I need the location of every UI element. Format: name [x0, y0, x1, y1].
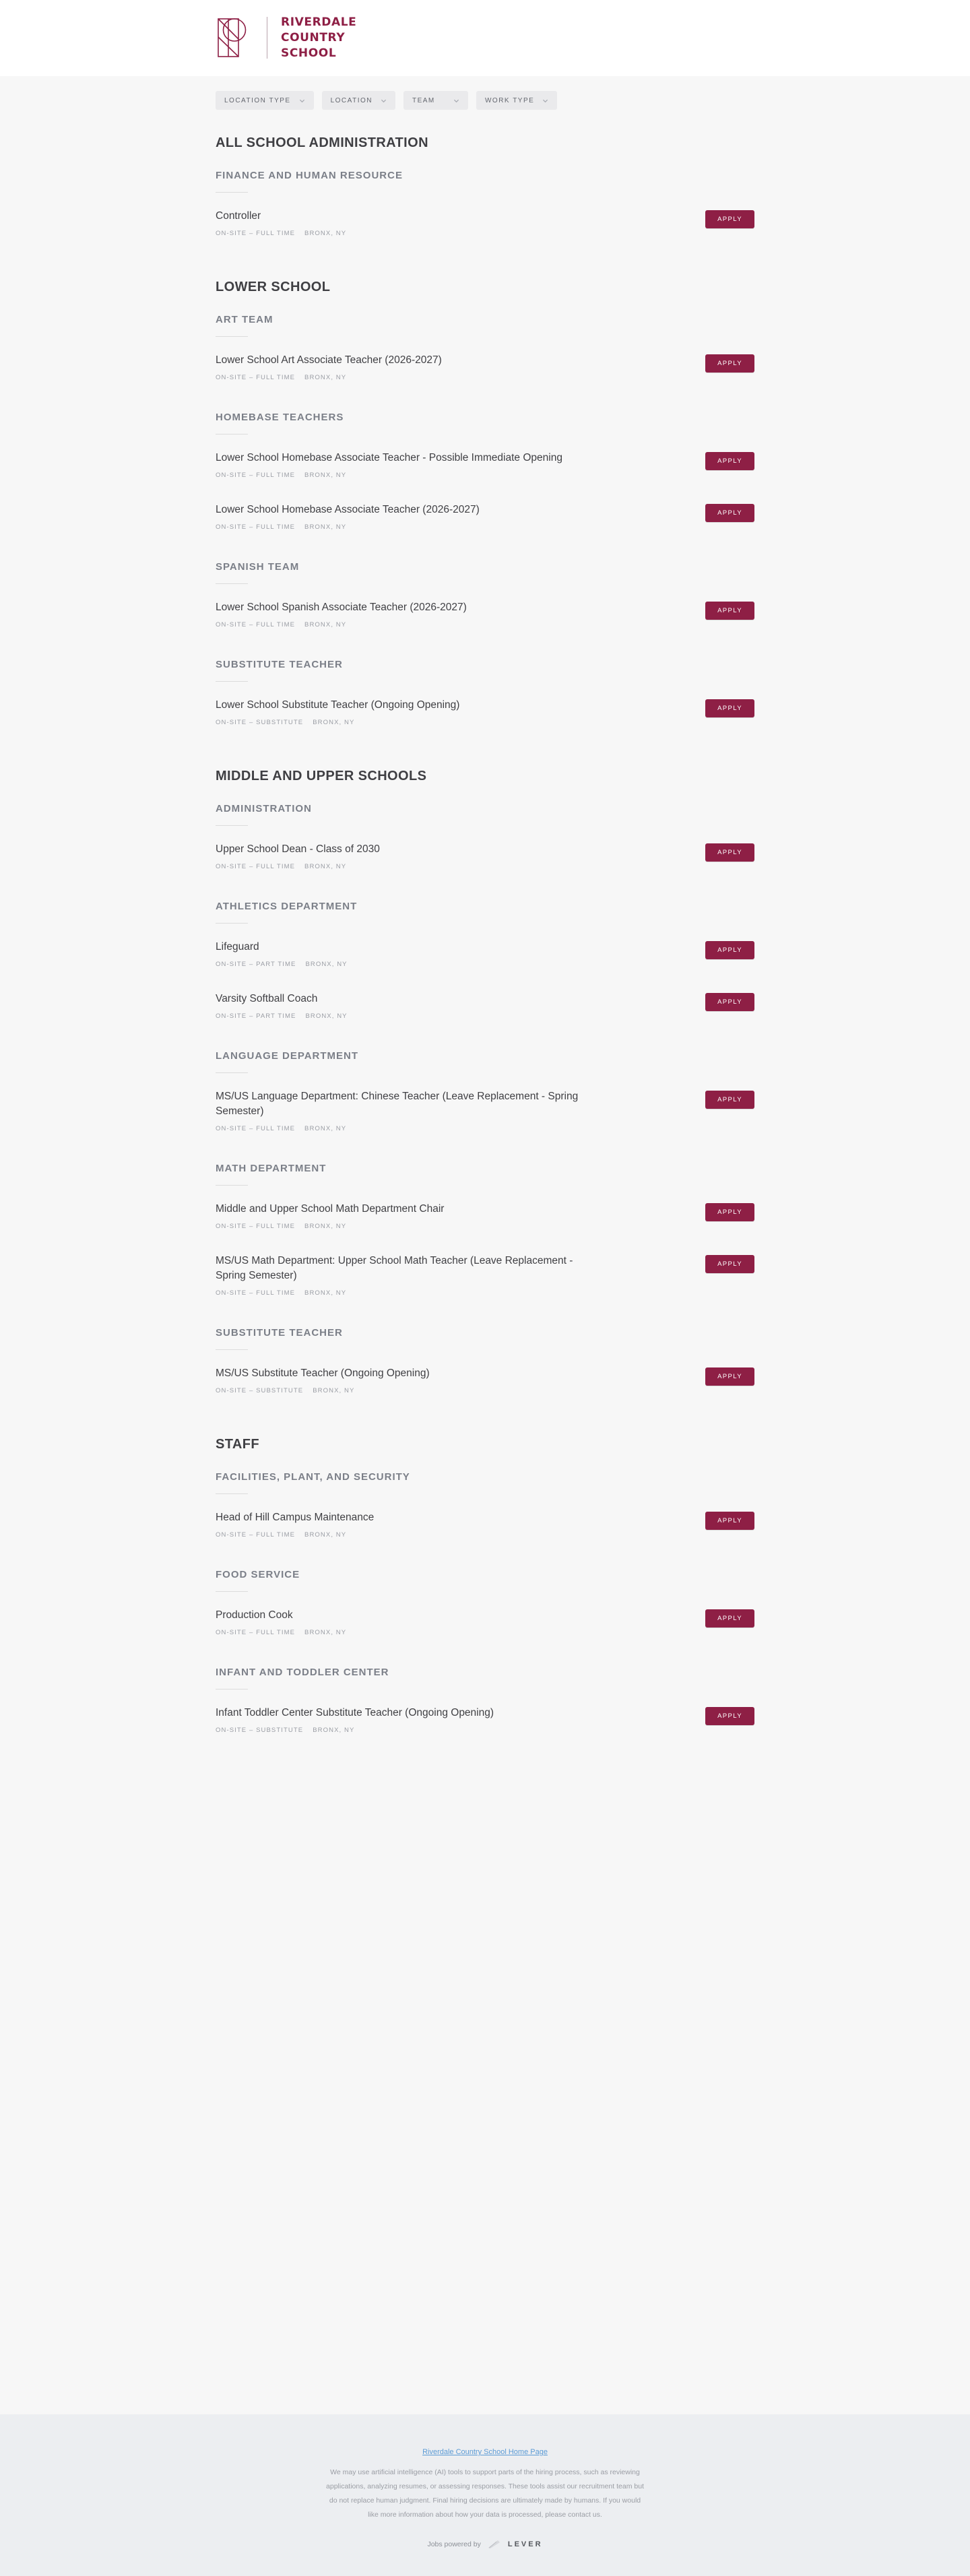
posting-commitment: ON-SITE – PART TIME — [216, 1012, 296, 1020]
team-title: SUBSTITUTE TEACHER — [216, 1327, 343, 1339]
posting-commitment: ON-SITE – FULL TIME — [216, 374, 296, 381]
posting-row[interactable] — [216, 439, 754, 490]
apply-button[interactable]: APPLY — [705, 354, 754, 373]
posting-commitment: ON-SITE – FULL TIME — [216, 1629, 296, 1636]
posting-row[interactable] — [216, 1498, 754, 1550]
posting-commitment: ON-SITE – FULL TIME — [216, 863, 296, 870]
posting-location: BRONX, NY — [304, 1629, 347, 1636]
chevron-down-icon — [453, 98, 459, 104]
posting-row[interactable] — [216, 341, 754, 393]
team-title: ADMINISTRATION — [216, 803, 312, 814]
apply-button[interactable]: APPLY — [705, 210, 754, 228]
posting-location: BRONX, NY — [304, 1125, 347, 1132]
filter-label: TEAM — [412, 96, 435, 104]
posting-location: BRONX, NY — [304, 230, 347, 237]
team-divider — [216, 1072, 248, 1073]
apply-button[interactable]: APPLY — [705, 843, 754, 862]
posting-row[interactable] — [216, 979, 754, 1031]
posting-commitment: ON-SITE – FULL TIME — [216, 472, 296, 479]
team-title: FINANCE AND HUMAN RESOURCE — [216, 170, 403, 181]
posting-info — [216, 1608, 346, 1636]
apply-button[interactable]: APPLY — [705, 1609, 754, 1628]
posting-commitment: ON-SITE – FULL TIME — [216, 1289, 296, 1297]
posting-title[interactable]: Lower School Spanish Associate Teacher (2026-2027) — [216, 602, 467, 613]
posting-info — [216, 842, 380, 870]
brand-logo-link[interactable] — [216, 15, 356, 61]
chevron-down-icon — [542, 98, 548, 104]
posting-info — [216, 1254, 593, 1297]
team-divider — [216, 681, 248, 682]
riverdale-monogram-icon — [216, 17, 253, 59]
posting-location: BRONX, NY — [304, 1223, 347, 1230]
posting-location: BRONX, NY — [305, 1012, 348, 1020]
apply-button[interactable]: APPLY — [705, 1512, 754, 1530]
powered-by-label: Jobs powered by — [427, 2540, 481, 2548]
posting-title[interactable]: Lower School Homebase Associate Teacher - Possible Immediate Opening — [216, 452, 562, 463]
team-title: FOOD SERVICE — [216, 1569, 300, 1580]
posting-meta — [216, 230, 346, 237]
posting-title[interactable]: MS/US Math Department: Upper School Math Teacher (Leave Replacement - Spring Semester) — [216, 1255, 573, 1281]
posting-location: BRONX, NY — [304, 621, 347, 629]
posting-row[interactable] — [216, 197, 754, 249]
posting-title[interactable]: Lower School Substitute Teacher (Ongoing Opening) — [216, 699, 460, 711]
brand-line-1: RIVERDALE — [281, 15, 357, 29]
posting-commitment: ON-SITE – SUBSTITUTE — [216, 719, 304, 726]
filter-work-type[interactable] — [476, 91, 557, 110]
apply-button[interactable]: APPLY — [705, 504, 754, 522]
chevron-down-icon — [299, 98, 305, 104]
posting-info — [216, 1706, 494, 1734]
site-footer — [0, 2414, 970, 2576]
team-title: HOMEBASE TEACHERS — [216, 412, 344, 423]
posting-meta — [216, 961, 348, 968]
team-title: INFANT AND TODDLER CENTER — [216, 1667, 389, 1678]
posting-row[interactable] — [216, 686, 754, 738]
posting-row[interactable] — [216, 1077, 754, 1144]
apply-button[interactable]: APPLY — [705, 941, 754, 959]
posting-location: BRONX, NY — [304, 863, 347, 870]
posting-info — [216, 600, 467, 629]
team-divider — [216, 336, 248, 337]
posting-location: BRONX, NY — [313, 1387, 355, 1394]
posting-commitment: ON-SITE – FULL TIME — [216, 1531, 296, 1539]
posting-location: BRONX, NY — [304, 472, 347, 479]
filter-bar — [0, 76, 970, 118]
apply-button[interactable]: APPLY — [705, 1707, 754, 1725]
posting-location: BRONX, NY — [305, 961, 348, 968]
posting-commitment: ON-SITE – SUBSTITUTE — [216, 1387, 304, 1394]
team-title: MATH DEPARTMENT — [216, 1163, 327, 1174]
filter-label: LOCATION — [330, 96, 373, 104]
posting-title[interactable]: Lower School Homebase Associate Teacher (2026-2027) — [216, 504, 480, 515]
team-divider — [216, 1185, 248, 1186]
apply-button[interactable]: APPLY — [705, 1255, 754, 1273]
ai-usage-notice: We may use artificial intelligence (AI) tools to support parts of the hiring process, such as reviewing applications, analyzing resumes, or assessing responses. These tools assist our recruitment team but do not replace human judgment. Final hiring decisions are ultimately made by humans. If you would like more information about how your data is processed, please contact us. — [326, 2468, 644, 2519]
team-title: LANGUAGE DEPARTMENT — [216, 1050, 359, 1062]
team-title: ART TEAM — [216, 314, 273, 325]
filter-list — [216, 91, 970, 110]
powered-by-lever — [323, 2540, 647, 2549]
filter-label: WORK TYPE — [484, 96, 535, 104]
posting-location: BRONX, NY — [304, 374, 347, 381]
posting-info — [216, 503, 480, 531]
department-title: STAFF — [216, 1437, 259, 1452]
team-divider — [216, 583, 248, 584]
posting-title[interactable]: MS/US Language Department: Chinese Teacher (Leave Replacement - Spring Semester) — [216, 1091, 579, 1117]
filter-location-type[interactable] — [216, 91, 314, 110]
posting-location: BRONX, NY — [304, 1531, 347, 1539]
posting-commitment: ON-SITE – FULL TIME — [216, 621, 296, 629]
apply-button[interactable]: APPLY — [705, 452, 754, 470]
posting-meta — [216, 523, 480, 531]
posting-meta — [216, 1531, 374, 1539]
posting-title[interactable]: Controller — [216, 210, 261, 222]
posting-meta — [216, 621, 467, 629]
team-title: SPANISH TEAM — [216, 561, 300, 573]
posting-commitment: ON-SITE – FULL TIME — [216, 523, 296, 531]
home-page-link[interactable]: Riverdale Country School Home Page — [422, 2448, 548, 2456]
posting-title[interactable]: Varsity Softball Coach — [216, 993, 318, 1004]
posting-title[interactable]: Lifeguard — [216, 941, 259, 953]
posting-meta — [216, 374, 442, 381]
posting-meta — [216, 863, 380, 870]
posting-row[interactable] — [216, 490, 754, 542]
posting-title[interactable]: Lower School Art Associate Teacher (2026-2027) — [216, 354, 442, 366]
lever-wordmark: LEVER — [507, 2540, 543, 2548]
posting-row[interactable] — [216, 1596, 754, 1648]
team-divider — [216, 923, 248, 924]
posting-meta — [216, 1289, 593, 1297]
posting-location: BRONX, NY — [313, 719, 355, 726]
brand-line-2: COUNTRY — [281, 30, 346, 44]
brand-line-3: SCHOOL — [281, 46, 337, 61]
posting-title[interactable]: MS/US Substitute Teacher (Ongoing Opening) — [216, 1367, 430, 1379]
posting-title[interactable]: Infant Toddler Center Substitute Teacher (Ongoing Opening) — [216, 1707, 494, 1718]
posting-info — [216, 1089, 593, 1132]
posting-info — [216, 451, 562, 479]
posting-info — [216, 209, 346, 237]
brand-wordmark — [281, 15, 356, 61]
team-title: ATHLETICS DEPARTMENT — [216, 901, 358, 912]
apply-button[interactable]: APPLY — [705, 1091, 754, 1109]
posting-row[interactable] — [216, 1354, 754, 1406]
posting-meta — [216, 1012, 348, 1020]
team-divider — [216, 1493, 248, 1494]
posting-title[interactable]: Production Cook — [216, 1609, 293, 1621]
team-divider — [216, 1591, 248, 1592]
department-title: ALL SCHOOL ADMINISTRATION — [216, 135, 428, 150]
posting-info — [216, 1202, 444, 1230]
posting-location: BRONX, NY — [304, 1289, 347, 1297]
posting-info — [216, 1510, 374, 1539]
team-divider — [216, 825, 248, 826]
lever-logo-icon — [487, 2540, 502, 2549]
posting-info — [216, 940, 348, 968]
posting-commitment: ON-SITE – FULL TIME — [216, 230, 296, 237]
filter-team[interactable] — [403, 91, 468, 110]
posting-title[interactable]: Upper School Dean - Class of 2030 — [216, 843, 380, 855]
posting-meta — [216, 719, 459, 726]
posting-row[interactable] — [216, 830, 754, 882]
posting-info — [216, 1366, 430, 1394]
site-header — [0, 0, 970, 76]
posting-meta — [216, 1387, 430, 1394]
posting-info — [216, 353, 442, 381]
posting-meta — [216, 1727, 494, 1734]
chevron-down-icon — [381, 98, 387, 104]
posting-info — [216, 992, 348, 1020]
posting-row[interactable] — [216, 928, 754, 979]
posting-title[interactable]: Head of Hill Campus Maintenance — [216, 1512, 375, 1523]
posting-meta — [216, 1629, 346, 1636]
team-divider — [216, 1349, 248, 1350]
posting-location: BRONX, NY — [313, 1727, 355, 1734]
apply-button[interactable]: APPLY — [705, 1367, 754, 1386]
department-title: LOWER SCHOOL — [216, 280, 331, 294]
team-title: FACILITIES, PLANT, AND SECURITY — [216, 1471, 410, 1483]
posting-commitment: ON-SITE – FULL TIME — [216, 1223, 296, 1230]
department-title: MIDDLE AND UPPER SCHOOLS — [216, 769, 427, 783]
department-list — [216, 135, 754, 1745]
posting-commitment: ON-SITE – SUBSTITUTE — [216, 1727, 304, 1734]
posting-row[interactable] — [216, 1190, 754, 1242]
posting-location: BRONX, NY — [304, 523, 347, 531]
posting-meta — [216, 1223, 444, 1230]
posting-commitment: ON-SITE – PART TIME — [216, 961, 296, 968]
filter-location[interactable] — [322, 91, 395, 110]
posting-title[interactable]: Middle and Upper School Math Department Chair — [216, 1203, 445, 1215]
postings-main — [0, 118, 970, 2414]
posting-row[interactable] — [216, 588, 754, 640]
apply-button[interactable]: APPLY — [705, 1203, 754, 1221]
apply-button[interactable]: APPLY — [705, 602, 754, 620]
posting-commitment: ON-SITE – FULL TIME — [216, 1125, 296, 1132]
apply-button[interactable]: APPLY — [705, 993, 754, 1011]
filter-label: LOCATION TYPE — [224, 96, 291, 104]
team-title: SUBSTITUTE TEACHER — [216, 659, 343, 670]
posting-info — [216, 698, 459, 726]
posting-row[interactable] — [216, 1242, 754, 1308]
posting-row[interactable] — [216, 1694, 754, 1745]
posting-meta — [216, 1125, 593, 1132]
posting-meta — [216, 472, 562, 479]
team-divider — [216, 192, 248, 193]
apply-button[interactable]: APPLY — [705, 699, 754, 717]
